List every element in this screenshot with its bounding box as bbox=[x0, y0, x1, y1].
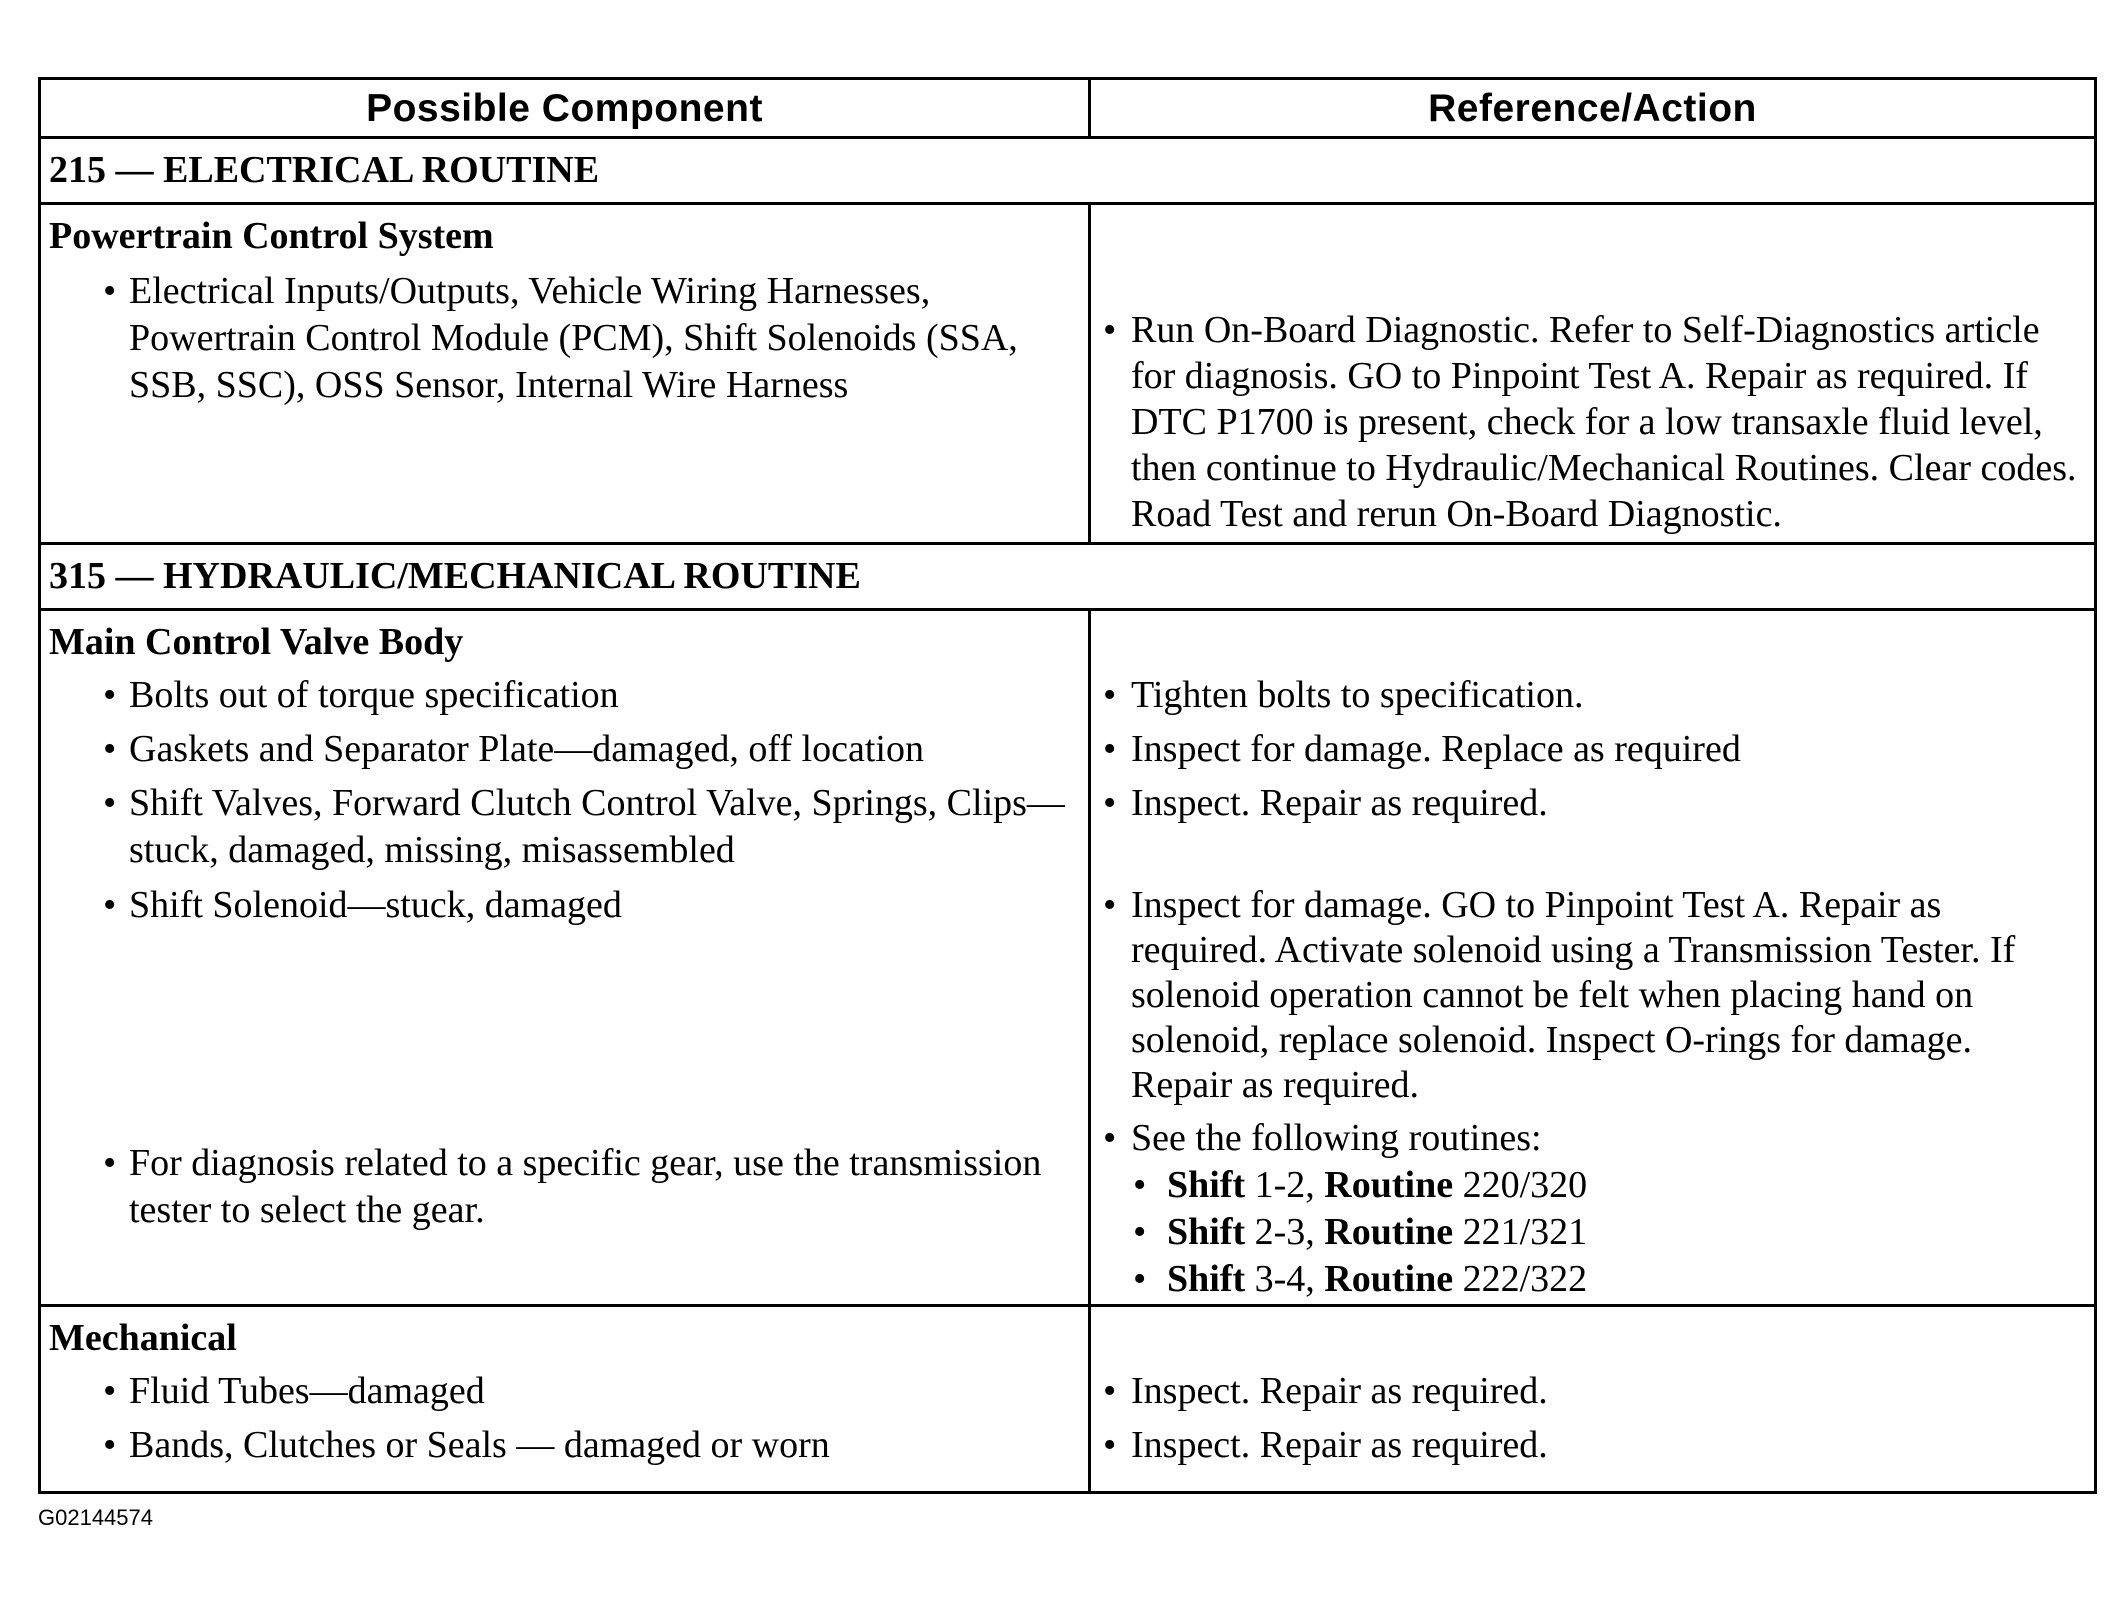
action-item: • Inspect for damage. Replace as required bbox=[1091, 726, 2094, 773]
section-row-valve-body bbox=[40, 610, 2096, 1306]
routine-title-hydraulic: 315 — HYDRAULIC/MECHANICAL ROUTINE bbox=[40, 544, 2096, 610]
components-cell-valve-body bbox=[40, 610, 1090, 1306]
action-item: • Inspect. Repair as required. bbox=[1091, 780, 2094, 827]
component-item: • Bolts out of torque specification bbox=[41, 672, 1088, 719]
action-item: • Inspect. Repair as required. bbox=[1091, 1422, 2094, 1469]
action-item: • See the following routines: bbox=[1091, 1115, 2094, 1162]
actions-cell-mechanical bbox=[1090, 1306, 2096, 1493]
routine-reference-item: • Shift 1-2, Routine 220/320 bbox=[1091, 1162, 2094, 1209]
component-item: • Shift Valves, Forward Clutch Control Valve, Springs, Clips—stuck, damaged, missing, misassembled bbox=[41, 780, 1088, 874]
section-row-mechanical bbox=[40, 1306, 2096, 1493]
component-item: • Gaskets and Separator Plate—damaged, off location bbox=[41, 726, 1088, 773]
action-item: • Inspect for damage. GO to Pinpoint Test A. Repair as required. Activate solenoid using a Transmission Tester. If solenoid operation cannot be felt when placing hand on solenoid, replace solenoid. Inspect O-rings for damage. Repair as required. bbox=[1091, 883, 2094, 1108]
routine-reference-item: • Shift 3-4, Routine 222/322 bbox=[1091, 1256, 2094, 1303]
routine-row-hydraulic bbox=[40, 544, 2096, 610]
component-item: • For diagnosis related to a specific gear, use the transmission tester to select the gear. bbox=[41, 1140, 1088, 1234]
section-title-valve-body: Main Control Valve Body bbox=[49, 621, 464, 663]
routine-title-electrical: 215 — ELECTRICAL ROUTINE bbox=[40, 138, 2096, 204]
action-item: • Tighten bolts to specification. bbox=[1091, 672, 2094, 719]
action-item: • Run On-Board Diagnostic. Refer to Self-Diagnostics article for diagnosis. GO to Pinpoint Test A. Repair as required. If DTC P1700 is present, check for a low transaxle fluid level, then continue to Hydraulic/Mechanical Routines. Clear codes. Road Test and rerun On-Board Diagnostic. bbox=[1091, 307, 2094, 537]
routine-row-electrical bbox=[40, 138, 2096, 204]
section-row-powertrain bbox=[40, 204, 2096, 544]
components-cell-mechanical bbox=[40, 1306, 1090, 1493]
routine-reference-item: • Shift 2-3, Routine 221/321 bbox=[1091, 1209, 2094, 1256]
action-item: • Inspect. Repair as required. bbox=[1091, 1368, 2094, 1415]
component-item: • Fluid Tubes—damaged bbox=[41, 1368, 1088, 1415]
components-cell-powertrain bbox=[40, 204, 1090, 544]
table-header-row bbox=[40, 79, 2096, 138]
figure-id: G02144574 bbox=[38, 1505, 153, 1530]
section-title-mechanical: Mechanical bbox=[49, 1317, 237, 1359]
component-item: • Electrical Inputs/Outputs, Vehicle Wiring Harnesses, Powertrain Control Module (PCM), Shift Solenoids (SSA, SSB, SSC), OSS Sensor, Internal Wire Harness bbox=[41, 268, 1088, 409]
actions-cell-powertrain bbox=[1090, 204, 2096, 544]
diagnosis-table bbox=[38, 77, 2097, 1494]
actions-cell-valve-body bbox=[1090, 610, 2096, 1306]
column-header-reference-action: Reference/Action bbox=[1090, 79, 2096, 138]
section-title-powertrain: Powertrain Control System bbox=[49, 215, 494, 257]
component-item: • Bands, Clutches or Seals — damaged or worn bbox=[41, 1422, 1088, 1469]
column-header-possible-component: Possible Component bbox=[40, 79, 1090, 138]
component-item: • Shift Solenoid—stuck, damaged bbox=[41, 882, 1088, 929]
